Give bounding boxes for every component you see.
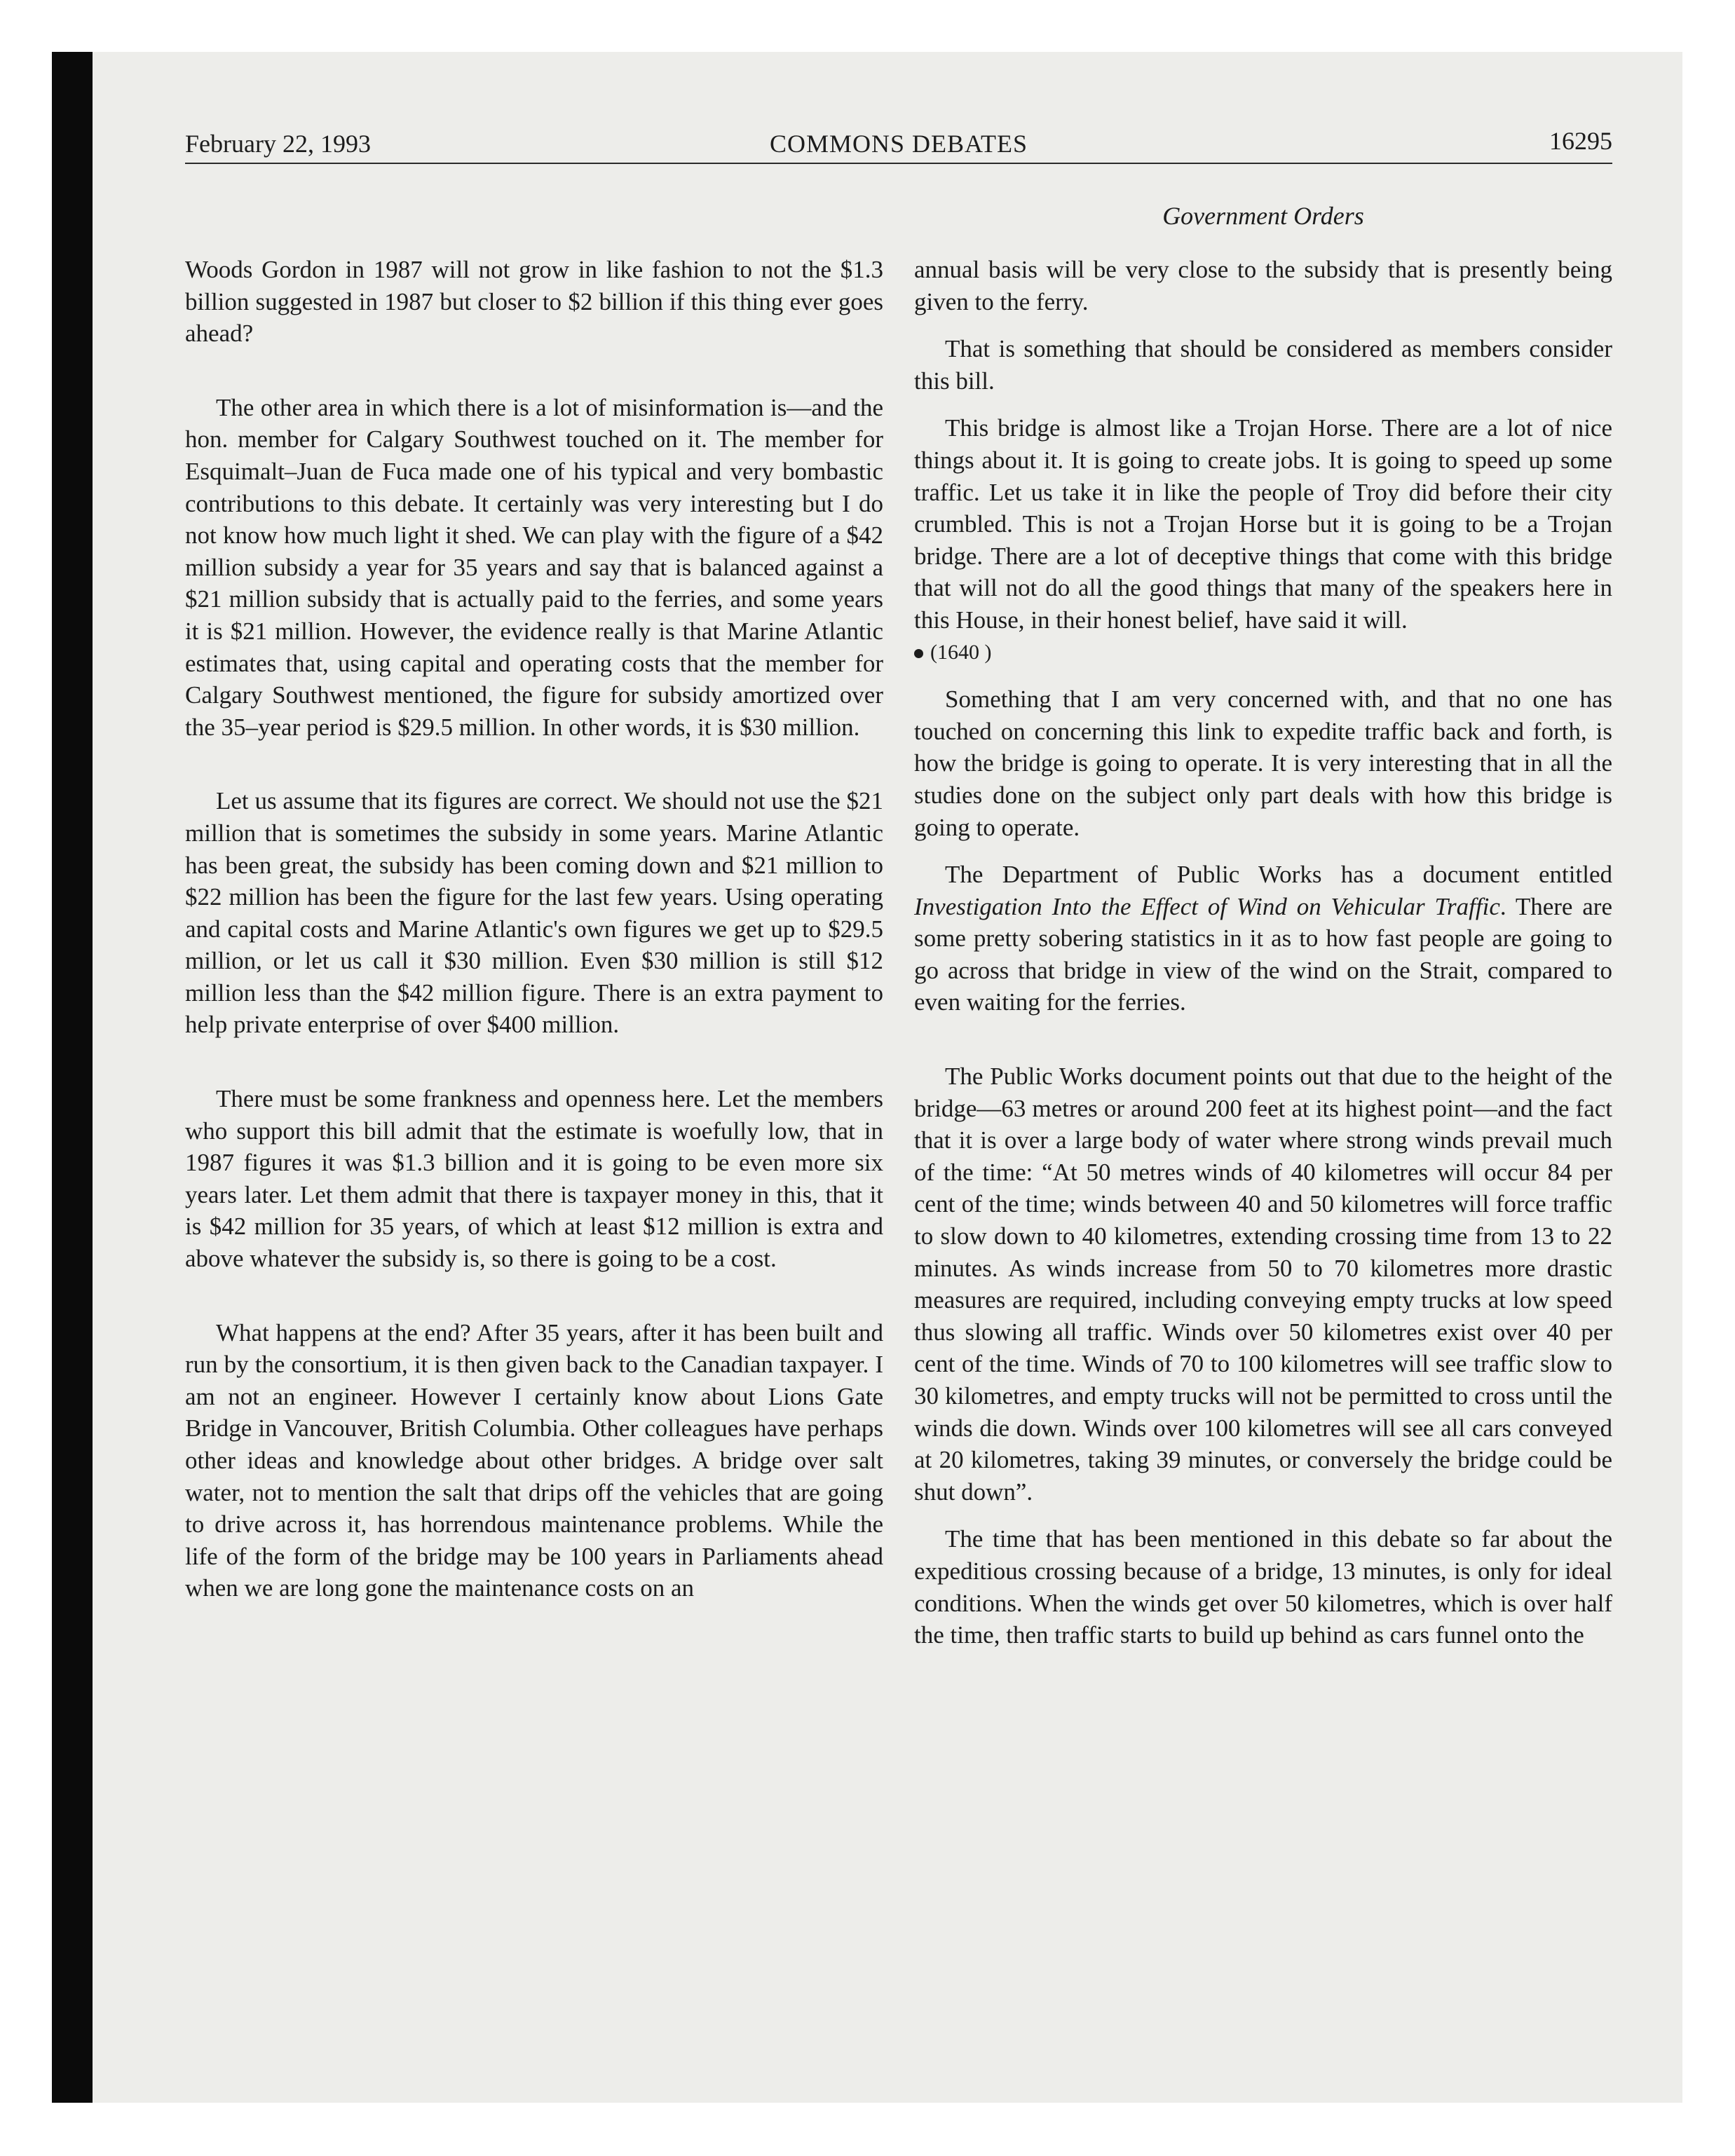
paragraph: That is something that should be considered as members consider this bill. (914, 335, 1612, 395)
paragraph-text: . There are some pretty sobering statistics in it as to how fast people are going to go across that bridge in view of the wind on the Strait, compared to even waiting for the ferries. (914, 892, 1612, 1016)
left-column (185, 254, 883, 1604)
scan-edge-bar (52, 52, 93, 2103)
timestamp (914, 636, 1612, 669)
paragraph: The Public Works document points out that due to the height of the bridge—63 metres or around 200 feet at its highest point—and the fact that it is over a large body of water where strong winds prevail much of the time: “At 50 metres winds of 40 kilometres will occur 84 per cent of the time; winds between 40 and 50 kilometres will force traffic to slow down to 40 kilometres, extending crossing time from 13 to 22 minutes. As winds increase from 50 to 70 kilometres more drastic measures are required, including conveying empty trucks at low speed thus slowing all traffic. Winds over 50 kilometres exist over 40 per cent of the time. Winds of 70 to 100 kilometres will see traffic slow to 30 kilometres, and empty trucks will not be permitted to cross until the winds die down. Winds over 100 kilometres will see all cars conveyed at 20 kilometres, taking 39 minutes, or conversely the bridge could be shut down”. (914, 1063, 1612, 1506)
paragraph: Woods Gordon in 1987 will not grow in like fashion to not the $1.3 billion suggested in 1987 but closer to $2 billion if this thing ever goes ahead? (185, 256, 883, 348)
paragraph-text: The Department of Public Works has a document entitled (945, 861, 1612, 889)
paragraph: What happens at the end? After 35 years, after it has been built and run by the consortium, it is then given back to the Canadian taxpayer. I am not an engineer. However I certainly know about Lions Gate Bridge in Vancouver, British Columbia. Other colleagues have perhaps other ideas and knowledge about other bridges. A bridge over salt water, not to mention the salt that drips off the vehicles that are going to drive across it, has horrendous maintenance problems. While the life of the form of the bridge may be 100 years in Parliaments ahead when we are long gone the maintenance costs on an (185, 1318, 883, 1602)
header-rule (185, 163, 1612, 164)
paragraph: There must be some frankness and openness here. Let the members who support this bill admit that the estimate is woefully low, that in 1987 figures it was $1.3 billion and it is going to be even more six years later. Let them admit that there is taxpayer money in this, that it is $42 million for 35 years, of which at least $12 million is extra and above whatever the subsidy is, so there is going to be a cost. (185, 1085, 883, 1273)
paragraph: Let us assume that its figures are correct. We should not use the $21 million that is sometimes the subsidy in some years. Marine Atlantic has been great, the subsidy has been coming down and $21 million to $22 million has been the figure for the last few years. Using operating and capital costs and Marine Atlantic's own figures we get up to $29.5 million, or let us call it $30 million. Even $30 million is still $12 million less than the $42 million figure. There is an extra payment to help private enterprise of over $400 million. (185, 787, 883, 1039)
bullet-icon (914, 649, 923, 658)
paragraph: The other area in which there is a lot of misinformation is—and the hon. member for Calgary Southwest touched on it. The member for Esquimalt–Juan de Fuca made one of his typical and very bombastic contributions to this debate. It certainly was very interesting but I do not know how much light it shed. We can play with the figure of a $42 million subsidy a year for 35 years and say that is balanced against a $21 million subsidy that is actually paid to the ferries, and some years it is $21 million. However, the evidence really is that Marine Atlantic estimates that, using capital and operating costs that the member for Calgary Southwest mentioned, the figure for subsidy amortized over the 35–year period is $29.5 million. In other words, it is $30 million. (185, 393, 883, 741)
document-title: Investigation Into the Effect of Wind on Vehicular Traffic (914, 892, 1500, 920)
page-header (185, 123, 1612, 164)
right-column (914, 254, 1612, 1651)
paragraph: annual basis will be very close to the subsidy that is presently being given to the ferry. (914, 256, 1612, 315)
paragraph: Something that I am very concerned with, and that no one has touched on concerning this link to expedite traffic back and forth, is how the bridge is going to operate. It is very interesting that in all the studies done on the subject only part deals with how this bridge is going to operate. (914, 685, 1612, 841)
section-label: Government Orders (1162, 202, 1364, 230)
header-page-number: 16295 (1549, 127, 1612, 155)
paragraph: The time that has been mentioned in this debate so far about the expeditious crossing because of a bridge, 13 minutes, is only for ideal conditions. When the winds get over 50 kilometres, which is over half the time, then traffic starts to build up behind as cars funnel onto the (914, 1525, 1612, 1649)
timestamp-text: (1640 ) (930, 640, 992, 664)
header-title: COMMONS DEBATES (769, 130, 1028, 158)
header-date: February 22, 1993 (185, 130, 371, 158)
paragraph (914, 859, 1612, 1018)
paragraph: This bridge is almost like a Trojan Horse. There are a lot of nice things about it. It is going to create jobs. It is going to speed up some traffic. Let us take it in like the people of Troy did before their city crumbled. This is not a Trojan Horse but it is going to be a Trojan bridge. There are a lot of deceptive things that come with this bridge that will not do all the good things that many of the speakers here in this House, in their honest belief, have said it will. (914, 414, 1612, 634)
